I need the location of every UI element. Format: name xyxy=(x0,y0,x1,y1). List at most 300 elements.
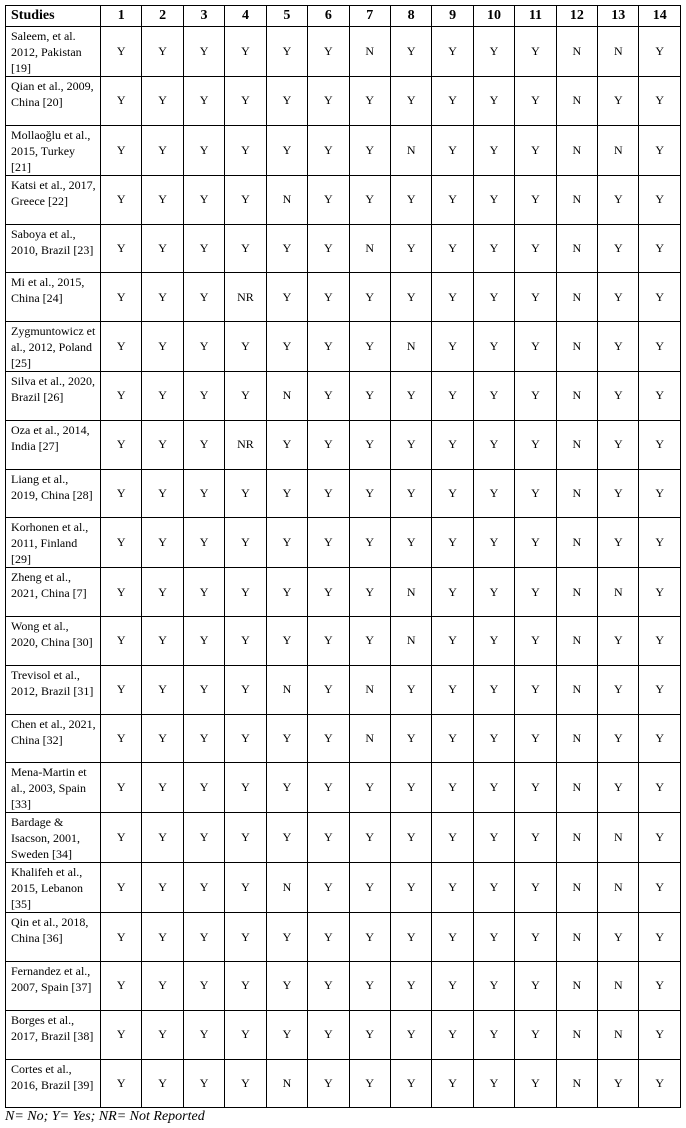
rating-cell: Y xyxy=(183,420,224,469)
rating-cell: Y xyxy=(515,1059,556,1108)
rating-cell: Y xyxy=(308,322,349,372)
rating-cell: Y xyxy=(515,322,556,372)
rating-cell: Y xyxy=(432,420,473,469)
rating-cell: Y xyxy=(390,224,431,273)
rating-cell: Y xyxy=(142,322,183,372)
rating-cell: Y xyxy=(225,665,266,714)
rating-cell: Y xyxy=(432,469,473,518)
rating-cell: Y xyxy=(225,863,266,913)
rating-cell: N xyxy=(390,322,431,372)
item-column-header: 10 xyxy=(473,6,514,27)
item-column-header: 1 xyxy=(101,6,142,27)
rating-cell: Y xyxy=(598,175,639,224)
rating-cell: Y xyxy=(432,1010,473,1059)
rating-cell: Y xyxy=(390,372,431,421)
rating-cell: Y xyxy=(142,27,183,77)
rating-cell: Y xyxy=(473,763,514,813)
rating-cell: N xyxy=(556,27,597,77)
rating-cell: Y xyxy=(598,617,639,666)
rating-cell: Y xyxy=(142,813,183,863)
rating-cell: Y xyxy=(266,568,307,617)
rating-cell: Y xyxy=(639,617,680,666)
rating-cell: Y xyxy=(142,469,183,518)
table-row xyxy=(6,568,681,617)
rating-cell: Y xyxy=(390,469,431,518)
rating-cell: Y xyxy=(266,322,307,372)
rating-cell: Y xyxy=(308,420,349,469)
rating-cell: Y xyxy=(432,1059,473,1108)
rating-cell: Y xyxy=(515,518,556,568)
rating-cell: Y xyxy=(183,469,224,518)
rating-cell: Y xyxy=(142,665,183,714)
rating-cell: Y xyxy=(639,1059,680,1108)
rating-cell: N xyxy=(349,224,390,273)
rating-cell: Y xyxy=(515,372,556,421)
rating-cell: Y xyxy=(515,125,556,175)
rating-cell: N xyxy=(556,617,597,666)
study-cell: Saleem, et al. 2012, Pakistan [19] xyxy=(6,27,101,77)
rating-cell: Y xyxy=(432,273,473,322)
rating-cell: Y xyxy=(183,322,224,372)
rating-cell: Y xyxy=(308,273,349,322)
rating-cell: N xyxy=(556,665,597,714)
rating-cell: Y xyxy=(473,175,514,224)
table-row xyxy=(6,813,681,863)
rating-cell: N xyxy=(556,420,597,469)
rating-cell: Y xyxy=(598,420,639,469)
rating-cell: Y xyxy=(598,714,639,763)
item-column-header: 12 xyxy=(556,6,597,27)
table-row xyxy=(6,714,681,763)
rating-cell: N xyxy=(556,125,597,175)
rating-cell: Y xyxy=(349,125,390,175)
rating-cell: Y xyxy=(266,813,307,863)
rating-cell: Y xyxy=(308,962,349,1011)
rating-cell: Y xyxy=(349,469,390,518)
rating-cell: Y xyxy=(515,863,556,913)
study-cell: Cortes et al., 2016, Brazil [39] xyxy=(6,1059,101,1108)
rating-cell: Y xyxy=(515,813,556,863)
rating-cell: Y xyxy=(142,1059,183,1108)
table-row xyxy=(6,1059,681,1108)
rating-cell: N xyxy=(556,77,597,126)
rating-cell: Y xyxy=(639,863,680,913)
rating-cell: N xyxy=(266,665,307,714)
rating-cell: Y xyxy=(639,665,680,714)
rating-cell: Y xyxy=(349,372,390,421)
rating-cell: Y xyxy=(101,714,142,763)
study-cell: Qian et al., 2009, China [20] xyxy=(6,77,101,126)
rating-cell: Y xyxy=(515,913,556,962)
rating-cell: Y xyxy=(308,568,349,617)
study-cell: Mollaoğlu et al., 2015, Turkey [21] xyxy=(6,125,101,175)
rating-cell: Y xyxy=(639,77,680,126)
study-cell: Korhonen et al., 2011, Finland [29] xyxy=(6,518,101,568)
rating-cell: Y xyxy=(598,224,639,273)
table-row xyxy=(6,469,681,518)
rating-cell: Y xyxy=(266,763,307,813)
rating-cell: Y xyxy=(225,913,266,962)
rating-cell: Y xyxy=(515,224,556,273)
study-cell: Wong et al., 2020, China [30] xyxy=(6,617,101,666)
table-row xyxy=(6,27,681,77)
rating-cell: Y xyxy=(349,518,390,568)
rating-cell: Y xyxy=(515,714,556,763)
rating-cell: Y xyxy=(349,273,390,322)
rating-cell: Y xyxy=(183,1059,224,1108)
rating-cell: Y xyxy=(349,813,390,863)
rating-cell: Y xyxy=(183,714,224,763)
rating-cell: Y xyxy=(225,813,266,863)
rating-cell: Y xyxy=(473,813,514,863)
study-cell: Zheng et al., 2021, China [7] xyxy=(6,568,101,617)
rating-cell: Y xyxy=(183,518,224,568)
rating-cell: N xyxy=(266,175,307,224)
rating-cell: Y xyxy=(390,77,431,126)
rating-cell: Y xyxy=(101,763,142,813)
item-column-header: 14 xyxy=(639,6,680,27)
table-row xyxy=(6,77,681,126)
rating-cell: Y xyxy=(473,617,514,666)
rating-cell: Y xyxy=(142,714,183,763)
rating-cell: Y xyxy=(390,518,431,568)
table-row xyxy=(6,420,681,469)
rating-cell: N xyxy=(556,763,597,813)
rating-cell: Y xyxy=(432,372,473,421)
study-cell: Zygmuntowicz et al., 2012, Poland [25] xyxy=(6,322,101,372)
rating-cell: Y xyxy=(349,77,390,126)
rating-cell: Y xyxy=(225,714,266,763)
table-row xyxy=(6,913,681,962)
rating-cell: Y xyxy=(266,273,307,322)
rating-cell: Y xyxy=(432,714,473,763)
rating-cell: Y xyxy=(308,863,349,913)
rating-cell: N xyxy=(556,273,597,322)
rating-cell: Y xyxy=(183,372,224,421)
rating-cell: Y xyxy=(432,568,473,617)
rating-cell: Y xyxy=(598,372,639,421)
rating-cell: Y xyxy=(432,962,473,1011)
rating-cell: Y xyxy=(183,273,224,322)
rating-cell: Y xyxy=(225,962,266,1011)
rating-cell: Y xyxy=(266,913,307,962)
rating-cell: Y xyxy=(432,224,473,273)
rating-cell: Y xyxy=(639,27,680,77)
rating-cell: Y xyxy=(101,962,142,1011)
rating-cell: Y xyxy=(142,962,183,1011)
rating-cell: Y xyxy=(101,568,142,617)
rating-cell: Y xyxy=(639,913,680,962)
rating-cell: Y xyxy=(639,813,680,863)
rating-cell: N xyxy=(556,322,597,372)
rating-cell: Y xyxy=(432,125,473,175)
table-header xyxy=(6,6,681,27)
rating-cell: Y xyxy=(473,913,514,962)
rating-cell: Y xyxy=(101,665,142,714)
rating-cell: Y xyxy=(266,714,307,763)
rating-cell: N xyxy=(556,175,597,224)
rating-cell: Y xyxy=(225,27,266,77)
rating-cell: Y xyxy=(308,372,349,421)
rating-cell: Y xyxy=(349,175,390,224)
rating-cell: Y xyxy=(598,913,639,962)
study-cell: Chen et al., 2021, China [32] xyxy=(6,714,101,763)
rating-cell: Y xyxy=(515,665,556,714)
rating-cell: Y xyxy=(225,469,266,518)
rating-cell: N xyxy=(598,27,639,77)
rating-cell: Y xyxy=(390,27,431,77)
rating-cell: Y xyxy=(308,913,349,962)
rating-cell: Y xyxy=(308,224,349,273)
rating-cell: Y xyxy=(515,1010,556,1059)
rating-cell: Y xyxy=(308,469,349,518)
rating-cell: N xyxy=(556,372,597,421)
rating-cell: Y xyxy=(598,77,639,126)
rating-cell: Y xyxy=(473,125,514,175)
rating-cell: Y xyxy=(473,273,514,322)
rating-cell: N xyxy=(556,813,597,863)
rating-cell: Y xyxy=(473,568,514,617)
rating-cell: Y xyxy=(225,763,266,813)
rating-cell: Y xyxy=(142,763,183,813)
table-row xyxy=(6,372,681,421)
rating-cell: Y xyxy=(183,665,224,714)
rating-cell: Y xyxy=(101,813,142,863)
rating-cell: Y xyxy=(515,27,556,77)
rating-cell: Y xyxy=(308,617,349,666)
table-row xyxy=(6,273,681,322)
rating-cell: Y xyxy=(639,224,680,273)
rating-cell: Y xyxy=(101,372,142,421)
table-row xyxy=(6,665,681,714)
item-column-header: 9 xyxy=(432,6,473,27)
rating-cell: N xyxy=(390,125,431,175)
item-column-header: 8 xyxy=(390,6,431,27)
rating-cell: N xyxy=(598,962,639,1011)
rating-cell: Y xyxy=(101,77,142,126)
rating-cell: Y xyxy=(390,1010,431,1059)
rating-cell: Y xyxy=(639,518,680,568)
rating-cell: Y xyxy=(101,125,142,175)
rating-cell: N xyxy=(556,1059,597,1108)
table-row xyxy=(6,125,681,175)
rating-cell: Y xyxy=(639,763,680,813)
rating-cell: Y xyxy=(225,617,266,666)
rating-cell: Y xyxy=(432,665,473,714)
rating-cell: Y xyxy=(515,763,556,813)
rating-cell: Y xyxy=(266,77,307,126)
rating-cell: Y xyxy=(183,77,224,126)
rating-cell: Y xyxy=(515,175,556,224)
rating-cell: Y xyxy=(349,863,390,913)
rating-cell: N xyxy=(556,913,597,962)
rating-cell: N xyxy=(598,1010,639,1059)
rating-cell: Y xyxy=(142,1010,183,1059)
study-cell: Trevisol et al., 2012, Brazil [31] xyxy=(6,665,101,714)
rating-cell: Y xyxy=(183,224,224,273)
rating-cell: Y xyxy=(183,27,224,77)
rating-cell: Y xyxy=(266,27,307,77)
rating-cell: Y xyxy=(308,665,349,714)
rating-cell: Y xyxy=(432,913,473,962)
table-row xyxy=(6,1010,681,1059)
table-body xyxy=(6,27,681,1108)
study-cell: Saboya et al., 2010, Brazil [23] xyxy=(6,224,101,273)
rating-cell: Y xyxy=(390,420,431,469)
rating-cell: Y xyxy=(515,420,556,469)
rating-cell: Y xyxy=(142,224,183,273)
rating-cell: Y xyxy=(432,813,473,863)
rating-cell: Y xyxy=(473,1010,514,1059)
table-row xyxy=(6,962,681,1011)
item-column-header: 11 xyxy=(515,6,556,27)
rating-cell: Y xyxy=(639,273,680,322)
rating-cell: Y xyxy=(515,77,556,126)
rating-cell: NR xyxy=(225,273,266,322)
rating-cell: Y xyxy=(473,863,514,913)
rating-cell: Y xyxy=(183,763,224,813)
rating-cell: Y xyxy=(308,27,349,77)
rating-cell: Y xyxy=(101,1010,142,1059)
rating-cell: Y xyxy=(308,714,349,763)
rating-cell: Y xyxy=(598,518,639,568)
rating-cell: Y xyxy=(225,518,266,568)
rating-cell: N xyxy=(266,372,307,421)
rating-cell: Y xyxy=(266,469,307,518)
rating-cell: Y xyxy=(225,1010,266,1059)
rating-cell: Y xyxy=(142,518,183,568)
study-cell: Borges et al., 2017, Brazil [38] xyxy=(6,1010,101,1059)
rating-cell: Y xyxy=(432,27,473,77)
rating-cell: N xyxy=(598,568,639,617)
item-column-header: 5 xyxy=(266,6,307,27)
rating-cell: Y xyxy=(598,322,639,372)
rating-cell: Y xyxy=(308,813,349,863)
table-row xyxy=(6,322,681,372)
rating-cell: Y xyxy=(473,420,514,469)
study-cell: Qin et al., 2018, China [36] xyxy=(6,913,101,962)
study-cell: Khalifeh et al., 2015, Lebanon [35] xyxy=(6,863,101,913)
item-column-header: 7 xyxy=(349,6,390,27)
rating-cell: Y xyxy=(266,1010,307,1059)
rating-cell: Y xyxy=(101,224,142,273)
rating-cell: Y xyxy=(639,714,680,763)
rating-cell: Y xyxy=(598,273,639,322)
rating-cell: Y xyxy=(101,27,142,77)
rating-cell: Y xyxy=(101,175,142,224)
rating-cell: Y xyxy=(266,420,307,469)
rating-cell: Y xyxy=(598,665,639,714)
rating-cell: Y xyxy=(473,224,514,273)
rating-cell: N xyxy=(556,962,597,1011)
rating-cell: Y xyxy=(349,913,390,962)
rating-cell: Y xyxy=(183,175,224,224)
rating-cell: Y xyxy=(515,273,556,322)
rating-cell: N xyxy=(598,813,639,863)
rating-cell: Y xyxy=(473,469,514,518)
study-cell: Mena-Martin et al., 2003, Spain [33] xyxy=(6,763,101,813)
rating-cell: Y xyxy=(432,863,473,913)
rating-cell: Y xyxy=(639,125,680,175)
rating-cell: Y xyxy=(183,568,224,617)
rating-cell: Y xyxy=(639,372,680,421)
study-cell: Oza et al., 2014, India [27] xyxy=(6,420,101,469)
rating-cell: Y xyxy=(266,518,307,568)
rating-cell: Y xyxy=(473,322,514,372)
rating-cell: N xyxy=(349,665,390,714)
rating-cell: Y xyxy=(142,125,183,175)
rating-cell: Y xyxy=(142,568,183,617)
rating-cell: N xyxy=(556,1010,597,1059)
rating-cell: Y xyxy=(101,322,142,372)
rating-cell: N xyxy=(556,224,597,273)
rating-cell: Y xyxy=(266,224,307,273)
rating-cell: Y xyxy=(639,420,680,469)
rating-cell: Y xyxy=(349,568,390,617)
rating-cell: Y xyxy=(390,175,431,224)
rating-cell: Y xyxy=(225,1059,266,1108)
rating-cell: Y xyxy=(225,322,266,372)
rating-cell: Y xyxy=(349,1059,390,1108)
item-column-header: 3 xyxy=(183,6,224,27)
rating-cell: Y xyxy=(308,175,349,224)
rating-cell: N xyxy=(349,714,390,763)
rating-cell: Y xyxy=(390,273,431,322)
rating-cell: Y xyxy=(639,962,680,1011)
rating-cell: Y xyxy=(390,913,431,962)
rating-cell: N xyxy=(556,469,597,518)
rating-cell: Y xyxy=(432,763,473,813)
rating-cell: N xyxy=(349,27,390,77)
rating-cell: Y xyxy=(390,1059,431,1108)
table-footnote: N= No; Y= Yes; NR= Not Reported xyxy=(5,1109,205,1124)
rating-cell: Y xyxy=(515,962,556,1011)
rating-cell: Y xyxy=(225,568,266,617)
rating-cell: Y xyxy=(598,469,639,518)
rating-cell: Y xyxy=(225,224,266,273)
rating-cell: Y xyxy=(349,763,390,813)
header-row xyxy=(6,6,681,27)
rating-cell: Y xyxy=(432,617,473,666)
study-cell: Fernandez et al., 2007, Spain [37] xyxy=(6,962,101,1011)
rating-cell: Y xyxy=(142,77,183,126)
rating-cell: NR xyxy=(225,420,266,469)
rating-cell: Y xyxy=(432,518,473,568)
item-column-header: 6 xyxy=(308,6,349,27)
rating-cell: Y xyxy=(473,372,514,421)
rating-cell: Y xyxy=(183,813,224,863)
rating-cell: Y xyxy=(390,763,431,813)
rating-cell: N xyxy=(390,617,431,666)
rating-cell: N xyxy=(390,568,431,617)
rating-cell: Y xyxy=(390,962,431,1011)
rating-cell: Y xyxy=(101,420,142,469)
rating-cell: Y xyxy=(639,469,680,518)
rating-cell: Y xyxy=(390,813,431,863)
rating-cell: Y xyxy=(390,665,431,714)
rating-cell: Y xyxy=(349,962,390,1011)
rating-cell: Y xyxy=(639,175,680,224)
rating-cell: Y xyxy=(432,322,473,372)
study-cell: Silva et al., 2020, Brazil [26] xyxy=(6,372,101,421)
rating-cell: Y xyxy=(308,518,349,568)
table-row xyxy=(6,763,681,813)
rating-cell: Y xyxy=(473,27,514,77)
study-cell: Katsi et al., 2017, Greece [22] xyxy=(6,175,101,224)
rating-cell: Y xyxy=(101,469,142,518)
rating-cell: Y xyxy=(266,125,307,175)
rating-cell: N xyxy=(556,863,597,913)
